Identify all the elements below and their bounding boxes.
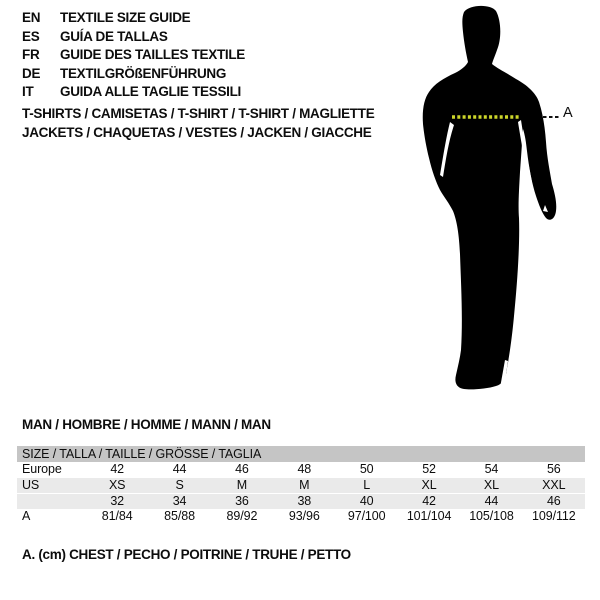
- size-value: 40: [359, 494, 374, 508]
- size-value: 85/88: [164, 508, 195, 523]
- language-list: [22, 9, 245, 102]
- size-value: 38: [297, 494, 312, 508]
- language-label: TEXTILE SIZE GUIDE: [60, 10, 191, 25]
- size-value: XL: [483, 477, 499, 492]
- category-jackets: JACKETS / CHAQUETAS / VESTES / JACKEN / GIACCHE: [22, 125, 372, 140]
- language-row: [22, 46, 245, 65]
- row-label: Europe: [22, 462, 62, 476]
- language-code: FR: [22, 47, 40, 62]
- size-value: 109/112: [532, 508, 576, 523]
- size-value: 48: [297, 462, 312, 476]
- size-value: 52: [422, 462, 436, 476]
- size-value: 81/84: [101, 508, 133, 523]
- category-tshirts: T-SHIRTS / CAMISETAS / T-SHIRT / T-SHIRT / MAGLIETTE: [22, 106, 375, 121]
- size-value: 46: [546, 494, 561, 508]
- size-value: 42: [422, 494, 436, 508]
- size-value: 44: [484, 494, 499, 508]
- size-value: XXL: [542, 477, 566, 492]
- table-row-us: [17, 478, 585, 494]
- size-value: M: [299, 477, 310, 492]
- size-value: 34: [172, 494, 187, 508]
- size-value: 89/92: [226, 508, 258, 523]
- size-value: 36: [235, 494, 249, 508]
- language-label: GUIDE DES TAILLES TEXTILE: [60, 47, 246, 62]
- table-row-europe: [17, 462, 585, 478]
- row-label: [17, 494, 86, 509]
- size-value: 44: [172, 462, 187, 476]
- size-value: 32: [110, 494, 125, 508]
- garment-categories: [22, 104, 374, 142]
- language-code: ES: [22, 28, 40, 44]
- language-label: GUÍA DE TALLAS: [60, 28, 168, 44]
- row-label: A: [22, 508, 31, 523]
- language-row: [22, 83, 245, 102]
- size-value: M: [236, 477, 248, 492]
- language-code: DE: [22, 65, 41, 81]
- row-label: US: [22, 477, 40, 492]
- size-value: 42: [110, 462, 125, 476]
- size-value: 56: [546, 462, 561, 476]
- language-row: [22, 65, 245, 84]
- size-value: XS: [108, 477, 126, 492]
- size-value: 50: [359, 462, 374, 476]
- size-value: 54: [484, 462, 499, 476]
- size-value: 93/96: [288, 508, 320, 523]
- size-table: [17, 446, 585, 524]
- size-value: 105/108: [469, 508, 514, 523]
- size-value: 97/100: [347, 508, 386, 523]
- man-silhouette-icon: [405, 0, 600, 400]
- table-row-chest-a: [17, 509, 585, 525]
- language-row: [22, 9, 245, 28]
- size-value: 46: [235, 462, 249, 476]
- language-label: GUIDA ALLE TAGLIE TESSILI: [60, 84, 241, 99]
- measurement-footnote: A. (cm) CHEST / PECHO / POITRINE / TRUHE / PETTO: [22, 547, 351, 562]
- size-value: 101/104: [406, 508, 452, 523]
- size-table-header: SIZE / TALLA / TAILLE / GRÖSSE / TAGLIA: [17, 446, 585, 462]
- language-code: EN: [22, 10, 41, 25]
- language-row: [22, 28, 245, 47]
- man-silhouette-figure: [405, 0, 600, 400]
- size-value: XL: [421, 477, 437, 492]
- language-label: TEXTILGRÖßENFÜHRUNG: [60, 65, 227, 81]
- section-title: MAN / HOMBRE / HOMME / MANN / MAN: [22, 417, 271, 432]
- size-value: L: [363, 477, 371, 492]
- measure-label-a: A: [563, 105, 573, 121]
- table-row-us-numeric: [17, 493, 585, 509]
- language-code: IT: [22, 84, 34, 99]
- size-value: S: [175, 477, 184, 492]
